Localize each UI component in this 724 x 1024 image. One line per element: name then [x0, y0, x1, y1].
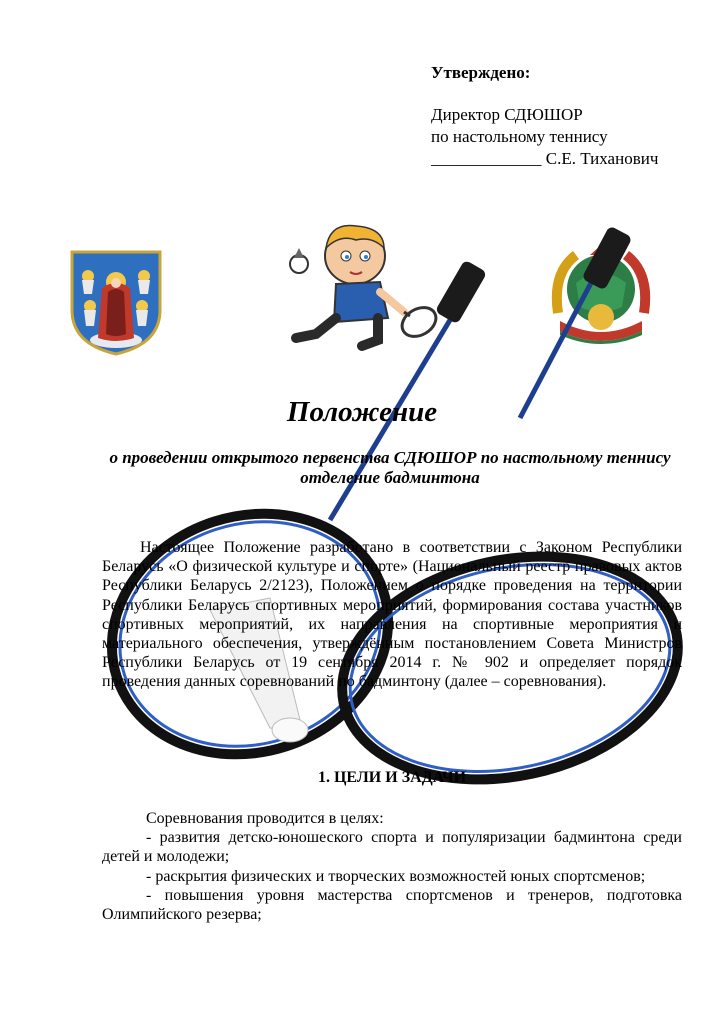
approval-position: Директор СДЮШОР — [431, 105, 583, 124]
subtitle-line-1: о проведении открытого первенства СДЮШОР по настольному теннису — [109, 448, 671, 467]
document-title: Положение — [286, 396, 438, 428]
goals-lead: Соревнования проводится в целях: — [146, 810, 384, 827]
section-heading: 1. ЦЕЛИ И ЗАДАЧИ — [317, 769, 467, 786]
approval-department: по настольному теннису — [431, 127, 608, 146]
list-item: - повышения уровня мастерства спортсменов и тренеров, подготовка Олимпийского резерва; — [102, 886, 682, 924]
badminton-rackets-icon — [80, 225, 698, 809]
cartoon-player-icon — [290, 225, 441, 346]
intro-paragraph: Настоящее Положение разработано в соответствии с Законом Республики Беларусь «О физической культуре и спорте» (Национальный реестр правовых актов Республики Беларусь 2/2123), Положением о порядке проведения на территории Республики Беларусь спортивных мероприятий, формирования состава участников спортивных мероприятий, их направления на спортивные мероприятия и материального обеспечения, утверждённым постановлением Совета Министров Республики Беларусь от 19 сентября 2014 г. № 902 и определяет порядок проведения данных соревнований по бадминтону (далее – соревнования). — [102, 539, 682, 691]
approval-title: Утверждено: — [431, 63, 531, 82]
approval-signature: _____________ С.Е. Тиханович — [431, 149, 659, 168]
list-item: - раскрытия физических и творческих возможностей юных спортсменов; — [146, 867, 646, 885]
subtitle-line-2: отделение бадминтона — [300, 468, 480, 487]
list-item: - развития детско-юношеского спорта и популяризации бадминтона среди детей и молодежи; — [102, 829, 682, 866]
goals-list — [102, 809, 682, 924]
document-subtitle — [100, 448, 680, 488]
